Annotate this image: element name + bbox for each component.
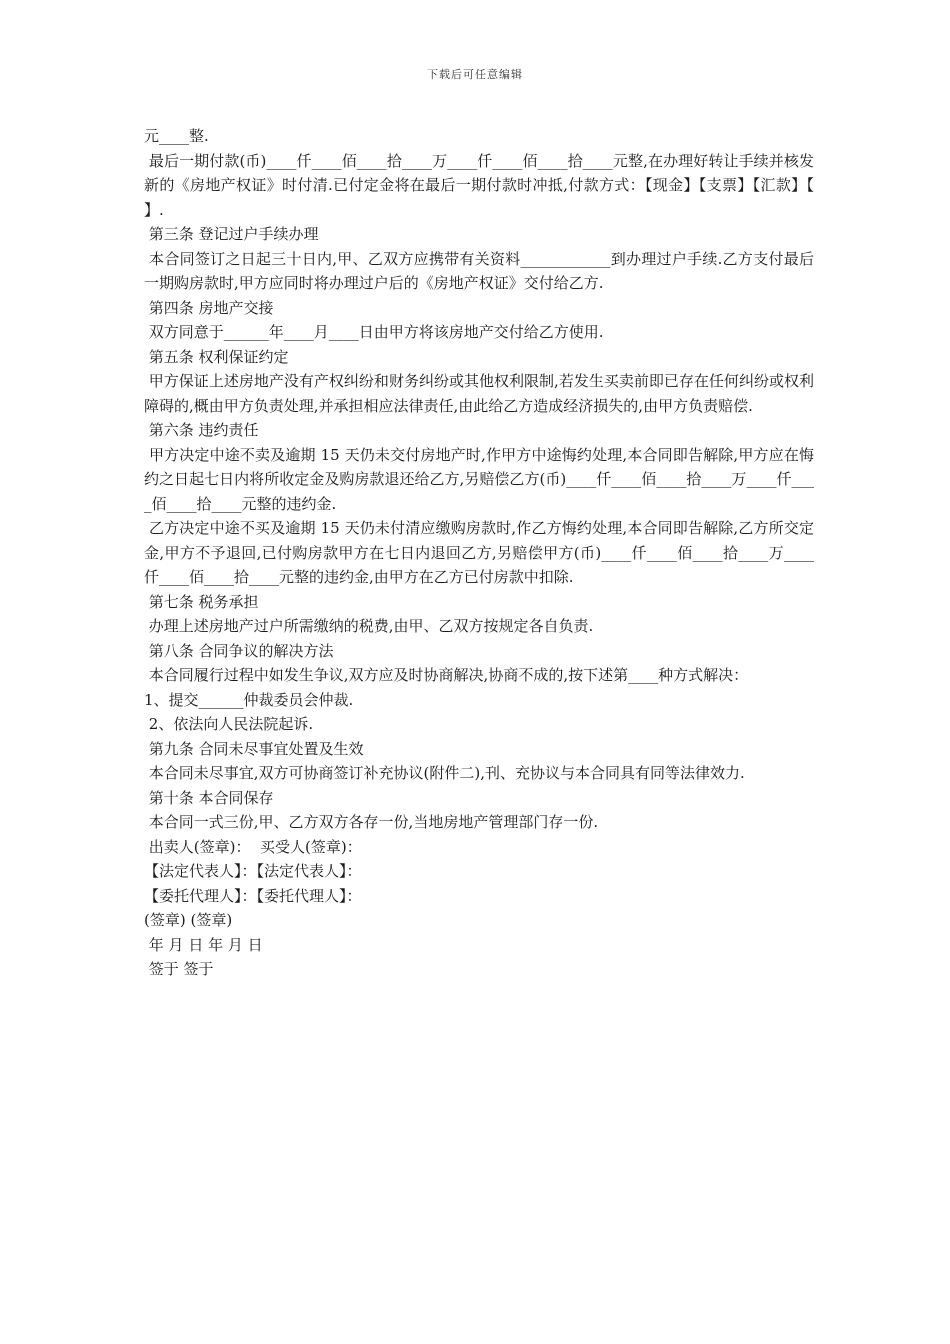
signature-line: 出卖人(签章)： 买受人(签章)： [144,837,362,856]
signature-line: (签章) (签章) [144,911,233,929]
paragraph: 最后一期付款(币)____仟____佰____拾____万____仟____佰____拾____元整,在办理好转让手续并核发新的《房地产权证》时付清.已付定金将在最后一期付款时冲抵,付款方式：【现金】【支票】【汇款】【 】. [144,151,819,219]
list-item: 2、依法向人民法院起诉. [144,715,314,733]
signing-place-line: 签于 签于 [144,960,214,978]
list-item: 1、提交______仲裁委员会仲裁. [144,690,354,709]
paragraph: 办理上述房地产过户所需缴纳的税费,由甲、乙双方按规定各自负责. [144,617,594,635]
section-heading: 第六条 违约责任 [144,421,259,439]
paragraph: 本合同签订之日起三十日内,甲、乙双方应携带有关资料____________到办理过户手续.乙方支付最后一期购房款时,甲方应同时将办理过户后的《房地产权证》交付给乙方. [144,249,814,292]
section-heading: 第五条 权利保证约定 [144,347,289,366]
contract-body [144,124,819,982]
signature-line: 【委托代理人】：【委托代理人】： [144,886,362,905]
section-heading: 第四条 房地产交接 [144,298,274,317]
signature-line: 【法定代表人】：【法定代表人】： [144,862,362,880]
paragraph: 乙方决定中途不买及逾期 15 天仍未付清应缴购房款时,作乙方悔约处理,本合同即告解除,乙方所交定金,甲方不予退回,已付购房款甲方在七日内退回乙方,另赔偿甲方(币)____仟____佰____拾____万____仟____佰____拾____元整的违约金,由甲方在乙方已付房款中扣除. [144,519,814,586]
section-heading: 第十条 本合同保存 [144,788,274,807]
date-line: 年 月 日 年 月 日 [144,935,263,954]
paragraph: 双方同意于______年____月____日由甲方将该房地产交付给乙方使用. [144,323,604,341]
page-header-note: 下载后可任意编辑 [427,68,523,81]
paragraph: 甲方保证上述房地产没有产权纠纷和财务纠纷或其他权利限制,若发生买卖前即已存在任何纠纷或权利障碍的,概由甲方负责处理,并承担相应法律责任,由此给乙方造成经济损失的,由甲方负责赔偿. [144,372,814,415]
paragraph: 甲方决定中途不卖及逾期 15 天仍未交付房地产时,作甲方中途悔约处理,本合同即告解除,甲方应在悔约之日起七日内将所收定金及购房款退还给乙方,另赔偿乙方(币)____仟____佰____拾____万____仟____佰____拾____元整的违约金. [144,445,814,513]
paragraph: 本合同一式三份,甲、乙方双方各存一份,当地房地产管理部门存一份. [144,813,599,831]
section-heading: 第九条 合同未尽事宜处置及生效 [144,739,364,758]
paragraph: 本合同未尽事宜,双方可协商签订补充协议(附件二),刊、充协议与本合同具有同等法律效力. [144,764,745,782]
section-heading: 第八条 合同争议的解决方法 [144,641,334,660]
paragraph: 元____整. [144,127,209,145]
section-heading: 第七条 税务承担 [144,592,259,611]
paragraph: 本合同履行过程中如发生争议,双方应及时协商解决,协商不成的,按下述第____种方式解决： [144,666,749,684]
section-heading: 第三条 登记过户手续办理 [144,225,319,243]
